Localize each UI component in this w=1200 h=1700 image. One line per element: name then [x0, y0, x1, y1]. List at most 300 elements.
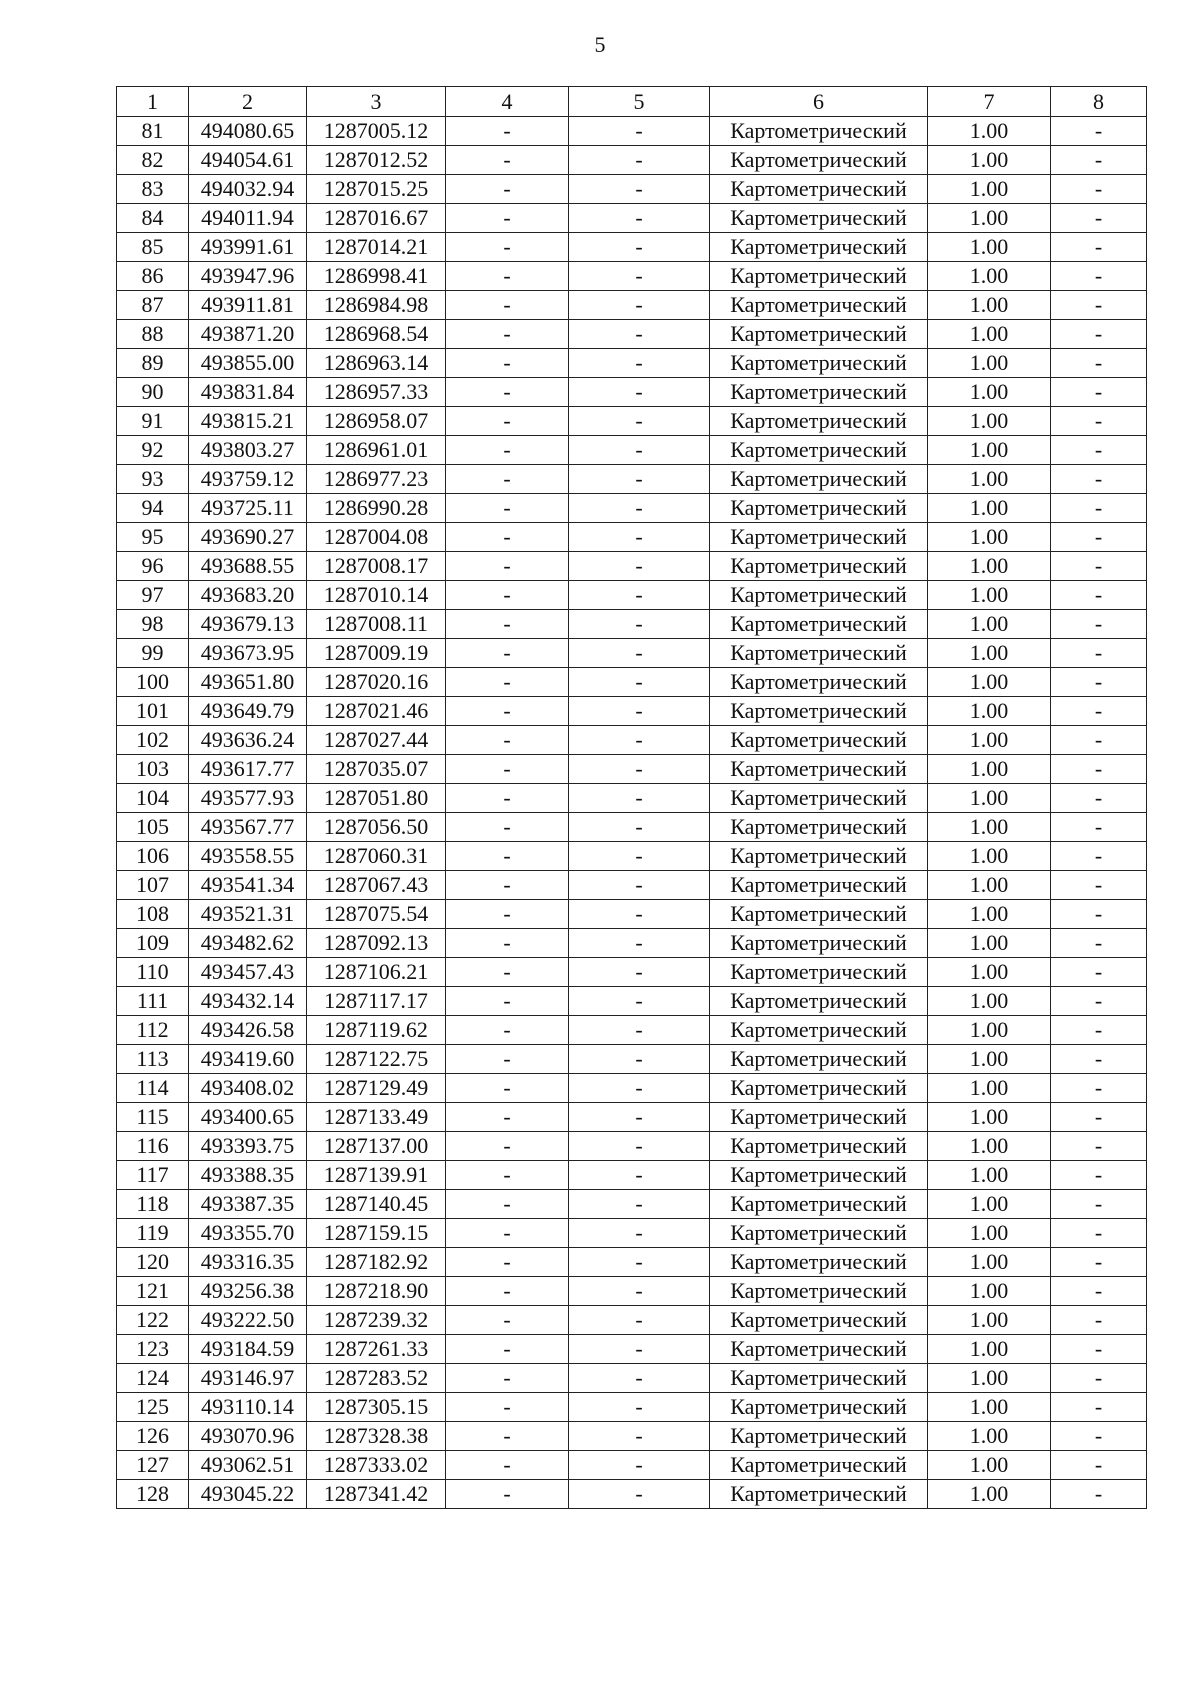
method-cell: Картометрический: [710, 900, 928, 929]
y-coordinate-cell: 1287283.52: [307, 1364, 446, 1393]
accuracy-cell: 1.00: [928, 1016, 1051, 1045]
accuracy-cell: 1.00: [928, 1248, 1051, 1277]
column-8-cell: -: [1051, 697, 1147, 726]
column-8-cell: -: [1051, 494, 1147, 523]
column-4-cell: -: [446, 233, 569, 262]
column-4-cell: -: [446, 465, 569, 494]
column-8-cell: -: [1051, 813, 1147, 842]
method-cell: Картометрический: [710, 1016, 928, 1045]
table-row: [117, 436, 1147, 465]
accuracy-cell: 1.00: [928, 262, 1051, 291]
column-5-cell: -: [569, 494, 710, 523]
table-row: [117, 465, 1147, 494]
column-5-cell: -: [569, 726, 710, 755]
column-4-cell: -: [446, 639, 569, 668]
column-4-cell: -: [446, 1248, 569, 1277]
x-coordinate-cell: 493567.77: [189, 813, 307, 842]
x-coordinate-cell: 493419.60: [189, 1045, 307, 1074]
table-body: [117, 117, 1147, 1509]
accuracy-cell: 1.00: [928, 1306, 1051, 1335]
column-8-cell: -: [1051, 262, 1147, 291]
method-cell: Картометрический: [710, 349, 928, 378]
table-row: [117, 842, 1147, 871]
y-coordinate-cell: 1286957.33: [307, 378, 446, 407]
method-cell: Картометрический: [710, 1451, 928, 1480]
column-8-cell: -: [1051, 175, 1147, 204]
accuracy-cell: 1.00: [928, 1277, 1051, 1306]
column-5-cell: -: [569, 1364, 710, 1393]
point-number-cell: 112: [117, 1016, 189, 1045]
column-8-cell: -: [1051, 1074, 1147, 1103]
x-coordinate-cell: 493855.00: [189, 349, 307, 378]
coordinates-table: [116, 86, 1147, 1509]
accuracy-cell: 1.00: [928, 697, 1051, 726]
column-4-cell: -: [446, 320, 569, 349]
point-number-cell: 115: [117, 1103, 189, 1132]
accuracy-cell: 1.00: [928, 987, 1051, 1016]
column-4-cell: -: [446, 1277, 569, 1306]
table-row: [117, 349, 1147, 378]
x-coordinate-cell: 493690.27: [189, 523, 307, 552]
point-number-cell: 99: [117, 639, 189, 668]
method-cell: Картометрический: [710, 1190, 928, 1219]
accuracy-cell: 1.00: [928, 465, 1051, 494]
point-number-cell: 122: [117, 1306, 189, 1335]
method-cell: Картометрический: [710, 1393, 928, 1422]
column-5-cell: -: [569, 1161, 710, 1190]
point-number-cell: 104: [117, 784, 189, 813]
method-cell: Картометрический: [710, 1306, 928, 1335]
x-coordinate-cell: 493679.13: [189, 610, 307, 639]
method-cell: Картометрический: [710, 1248, 928, 1277]
y-coordinate-cell: 1287005.12: [307, 117, 446, 146]
accuracy-cell: 1.00: [928, 639, 1051, 668]
accuracy-cell: 1.00: [928, 1074, 1051, 1103]
point-number-cell: 102: [117, 726, 189, 755]
method-cell: Картометрический: [710, 233, 928, 262]
column-8-cell: -: [1051, 1045, 1147, 1074]
column-5-cell: -: [569, 1393, 710, 1422]
table-row: [117, 1480, 1147, 1509]
column-5-cell: -: [569, 407, 710, 436]
method-cell: Картометрический: [710, 784, 928, 813]
table-row: [117, 523, 1147, 552]
column-5-cell: -: [569, 175, 710, 204]
point-number-cell: 106: [117, 842, 189, 871]
y-coordinate-cell: 1287020.16: [307, 668, 446, 697]
y-coordinate-cell: 1287140.45: [307, 1190, 446, 1219]
method-cell: Картометрический: [710, 958, 928, 987]
accuracy-cell: 1.00: [928, 436, 1051, 465]
table-row: [117, 668, 1147, 697]
column-8-cell: -: [1051, 1248, 1147, 1277]
column-5-cell: -: [569, 1335, 710, 1364]
column-4-cell: -: [446, 1364, 569, 1393]
method-cell: Картометрический: [710, 755, 928, 784]
column-4-cell: -: [446, 610, 569, 639]
method-cell: Картометрический: [710, 204, 928, 233]
column-4-cell: -: [446, 755, 569, 784]
column-5-cell: -: [569, 262, 710, 291]
method-cell: Картометрический: [710, 407, 928, 436]
point-number-cell: 113: [117, 1045, 189, 1074]
column-5-cell: -: [569, 987, 710, 1016]
header-row: [117, 87, 1147, 117]
accuracy-cell: 1.00: [928, 349, 1051, 378]
column-8-cell: -: [1051, 987, 1147, 1016]
accuracy-cell: 1.00: [928, 407, 1051, 436]
y-coordinate-cell: 1287261.33: [307, 1335, 446, 1364]
column-5-cell: -: [569, 1306, 710, 1335]
column-8-cell: -: [1051, 1277, 1147, 1306]
table-row: [117, 697, 1147, 726]
column-5-cell: -: [569, 1422, 710, 1451]
y-coordinate-cell: 1287133.49: [307, 1103, 446, 1132]
method-cell: Картометрический: [710, 813, 928, 842]
column-8-cell: -: [1051, 610, 1147, 639]
point-number-cell: 121: [117, 1277, 189, 1306]
y-coordinate-cell: 1287009.19: [307, 639, 446, 668]
method-cell: Картометрический: [710, 581, 928, 610]
point-number-cell: 119: [117, 1219, 189, 1248]
column-8-cell: -: [1051, 1306, 1147, 1335]
accuracy-cell: 1.00: [928, 1335, 1051, 1364]
column-8-cell: -: [1051, 639, 1147, 668]
accuracy-cell: 1.00: [928, 842, 1051, 871]
accuracy-cell: 1.00: [928, 320, 1051, 349]
table-row: [117, 1277, 1147, 1306]
method-cell: Картометрический: [710, 523, 928, 552]
table-row: [117, 784, 1147, 813]
point-number-cell: 105: [117, 813, 189, 842]
table-row: [117, 1451, 1147, 1480]
column-header-7: 7: [928, 87, 1051, 117]
point-number-cell: 109: [117, 929, 189, 958]
table-row: [117, 1132, 1147, 1161]
column-8-cell: -: [1051, 842, 1147, 871]
method-cell: Картометрический: [710, 1480, 928, 1509]
x-coordinate-cell: 493831.84: [189, 378, 307, 407]
y-coordinate-cell: 1287129.49: [307, 1074, 446, 1103]
column-4-cell: -: [446, 1016, 569, 1045]
x-coordinate-cell: 493070.96: [189, 1422, 307, 1451]
column-8-cell: -: [1051, 436, 1147, 465]
column-8-cell: -: [1051, 1335, 1147, 1364]
method-cell: Картометрический: [710, 552, 928, 581]
accuracy-cell: 1.00: [928, 1393, 1051, 1422]
point-number-cell: 124: [117, 1364, 189, 1393]
x-coordinate-cell: 493649.79: [189, 697, 307, 726]
table-row: [117, 726, 1147, 755]
method-cell: Картометрический: [710, 1045, 928, 1074]
column-4-cell: -: [446, 784, 569, 813]
column-5-cell: -: [569, 320, 710, 349]
column-8-cell: -: [1051, 726, 1147, 755]
y-coordinate-cell: 1287159.15: [307, 1219, 446, 1248]
column-4-cell: -: [446, 262, 569, 291]
column-4-cell: -: [446, 1045, 569, 1074]
x-coordinate-cell: 493673.95: [189, 639, 307, 668]
column-5-cell: -: [569, 378, 710, 407]
y-coordinate-cell: 1287341.42: [307, 1480, 446, 1509]
y-coordinate-cell: 1286984.98: [307, 291, 446, 320]
point-number-cell: 103: [117, 755, 189, 784]
table-row: [117, 871, 1147, 900]
column-4-cell: -: [446, 436, 569, 465]
accuracy-cell: 1.00: [928, 610, 1051, 639]
point-number-cell: 107: [117, 871, 189, 900]
page-number: 5: [594, 32, 606, 57]
column-8-cell: -: [1051, 378, 1147, 407]
method-cell: Картометрический: [710, 726, 928, 755]
column-4-cell: -: [446, 900, 569, 929]
column-header-3: 3: [307, 87, 446, 117]
column-8-cell: -: [1051, 929, 1147, 958]
column-4-cell: -: [446, 407, 569, 436]
point-number-cell: 92: [117, 436, 189, 465]
point-number-cell: 114: [117, 1074, 189, 1103]
table-row: [117, 1190, 1147, 1219]
x-coordinate-cell: 493558.55: [189, 842, 307, 871]
point-number-cell: 128: [117, 1480, 189, 1509]
y-coordinate-cell: 1287015.25: [307, 175, 446, 204]
table-row: [117, 1074, 1147, 1103]
column-5-cell: -: [569, 465, 710, 494]
table-header: [117, 87, 1147, 117]
column-5-cell: -: [569, 1277, 710, 1306]
column-5-cell: -: [569, 581, 710, 610]
column-8-cell: -: [1051, 146, 1147, 175]
point-number-cell: 96: [117, 552, 189, 581]
y-coordinate-cell: 1287056.50: [307, 813, 446, 842]
column-5-cell: -: [569, 146, 710, 175]
y-coordinate-cell: 1287137.00: [307, 1132, 446, 1161]
x-coordinate-cell: 493803.27: [189, 436, 307, 465]
column-5-cell: -: [569, 349, 710, 378]
accuracy-cell: 1.00: [928, 552, 1051, 581]
column-5-cell: -: [569, 639, 710, 668]
table-row: [117, 407, 1147, 436]
point-number-cell: 86: [117, 262, 189, 291]
column-8-cell: -: [1051, 871, 1147, 900]
table-row: [117, 233, 1147, 262]
table-row: [117, 755, 1147, 784]
column-8-cell: -: [1051, 320, 1147, 349]
y-coordinate-cell: 1286961.01: [307, 436, 446, 465]
method-cell: Картометрический: [710, 436, 928, 465]
x-coordinate-cell: 493636.24: [189, 726, 307, 755]
x-coordinate-cell: 493400.65: [189, 1103, 307, 1132]
accuracy-cell: 1.00: [928, 581, 1051, 610]
column-5-cell: -: [569, 1190, 710, 1219]
point-number-cell: 87: [117, 291, 189, 320]
column-4-cell: -: [446, 175, 569, 204]
table-row: [117, 900, 1147, 929]
column-8-cell: -: [1051, 117, 1147, 146]
accuracy-cell: 1.00: [928, 1161, 1051, 1190]
x-coordinate-cell: 493651.80: [189, 668, 307, 697]
method-cell: Картометрический: [710, 668, 928, 697]
table-row: [117, 146, 1147, 175]
method-cell: Картометрический: [710, 146, 928, 175]
column-5-cell: -: [569, 929, 710, 958]
x-coordinate-cell: 493393.75: [189, 1132, 307, 1161]
point-number-cell: 98: [117, 610, 189, 639]
accuracy-cell: 1.00: [928, 1103, 1051, 1132]
point-number-cell: 120: [117, 1248, 189, 1277]
accuracy-cell: 1.00: [928, 1219, 1051, 1248]
point-number-cell: 123: [117, 1335, 189, 1364]
point-number-cell: 89: [117, 349, 189, 378]
column-4-cell: -: [446, 1422, 569, 1451]
column-4-cell: -: [446, 1132, 569, 1161]
y-coordinate-cell: 1287060.31: [307, 842, 446, 871]
x-coordinate-cell: 493045.22: [189, 1480, 307, 1509]
column-4-cell: -: [446, 117, 569, 146]
y-coordinate-cell: 1287328.38: [307, 1422, 446, 1451]
column-header-6: 6: [710, 87, 928, 117]
y-coordinate-cell: 1287239.32: [307, 1306, 446, 1335]
table-row: [117, 610, 1147, 639]
x-coordinate-cell: 494032.94: [189, 175, 307, 204]
table-row: [117, 1161, 1147, 1190]
table-row: [117, 378, 1147, 407]
table-row: [117, 552, 1147, 581]
column-4-cell: -: [446, 726, 569, 755]
point-number-cell: 82: [117, 146, 189, 175]
column-4-cell: -: [446, 1393, 569, 1422]
point-number-cell: 118: [117, 1190, 189, 1219]
method-cell: Картометрический: [710, 262, 928, 291]
x-coordinate-cell: 493432.14: [189, 987, 307, 1016]
point-number-cell: 110: [117, 958, 189, 987]
accuracy-cell: 1.00: [928, 233, 1051, 262]
column-4-cell: -: [446, 552, 569, 581]
table-row: [117, 204, 1147, 233]
table-row: [117, 639, 1147, 668]
y-coordinate-cell: 1286977.23: [307, 465, 446, 494]
table-row: [117, 1103, 1147, 1132]
method-cell: Картометрический: [710, 1422, 928, 1451]
point-number-cell: 116: [117, 1132, 189, 1161]
accuracy-cell: 1.00: [928, 1480, 1051, 1509]
column-header-8: 8: [1051, 87, 1147, 117]
column-4-cell: -: [446, 958, 569, 987]
table-row: [117, 1306, 1147, 1335]
column-5-cell: -: [569, 1480, 710, 1509]
y-coordinate-cell: 1287051.80: [307, 784, 446, 813]
point-number-cell: 97: [117, 581, 189, 610]
y-coordinate-cell: 1287012.52: [307, 146, 446, 175]
x-coordinate-cell: 493725.11: [189, 494, 307, 523]
point-number-cell: 101: [117, 697, 189, 726]
y-coordinate-cell: 1287067.43: [307, 871, 446, 900]
column-8-cell: -: [1051, 552, 1147, 581]
column-8-cell: -: [1051, 1132, 1147, 1161]
accuracy-cell: 1.00: [928, 146, 1051, 175]
column-5-cell: -: [569, 1103, 710, 1132]
y-coordinate-cell: 1287016.67: [307, 204, 446, 233]
column-5-cell: -: [569, 958, 710, 987]
column-5-cell: -: [569, 523, 710, 552]
accuracy-cell: 1.00: [928, 900, 1051, 929]
method-cell: Картометрический: [710, 1335, 928, 1364]
column-5-cell: -: [569, 204, 710, 233]
accuracy-cell: 1.00: [928, 1422, 1051, 1451]
column-4-cell: -: [446, 1480, 569, 1509]
y-coordinate-cell: 1286968.54: [307, 320, 446, 349]
column-5-cell: -: [569, 842, 710, 871]
accuracy-cell: 1.00: [928, 1190, 1051, 1219]
accuracy-cell: 1.00: [928, 1364, 1051, 1393]
point-number-cell: 117: [117, 1161, 189, 1190]
table-row: [117, 813, 1147, 842]
y-coordinate-cell: 1287139.91: [307, 1161, 446, 1190]
column-4-cell: -: [446, 204, 569, 233]
method-cell: Картометрический: [710, 1103, 928, 1132]
column-4-cell: -: [446, 581, 569, 610]
x-coordinate-cell: 493062.51: [189, 1451, 307, 1480]
column-4-cell: -: [446, 1219, 569, 1248]
y-coordinate-cell: 1286998.41: [307, 262, 446, 291]
accuracy-cell: 1.00: [928, 378, 1051, 407]
column-4-cell: -: [446, 1103, 569, 1132]
y-coordinate-cell: 1287004.08: [307, 523, 446, 552]
y-coordinate-cell: 1287305.15: [307, 1393, 446, 1422]
x-coordinate-cell: 493387.35: [189, 1190, 307, 1219]
column-4-cell: -: [446, 1161, 569, 1190]
x-coordinate-cell: 493683.20: [189, 581, 307, 610]
x-coordinate-cell: 493457.43: [189, 958, 307, 987]
column-4-cell: -: [446, 1190, 569, 1219]
table-row: [117, 1016, 1147, 1045]
method-cell: Картометрический: [710, 117, 928, 146]
column-8-cell: -: [1051, 1103, 1147, 1132]
x-coordinate-cell: 494011.94: [189, 204, 307, 233]
y-coordinate-cell: 1287075.54: [307, 900, 446, 929]
column-4-cell: -: [446, 1451, 569, 1480]
column-5-cell: -: [569, 291, 710, 320]
accuracy-cell: 1.00: [928, 784, 1051, 813]
point-number-cell: 94: [117, 494, 189, 523]
table-row: [117, 175, 1147, 204]
method-cell: Картометрический: [710, 610, 928, 639]
accuracy-cell: 1.00: [928, 1451, 1051, 1480]
column-8-cell: -: [1051, 668, 1147, 697]
column-4-cell: -: [446, 523, 569, 552]
x-coordinate-cell: 493388.35: [189, 1161, 307, 1190]
method-cell: Картометрический: [710, 987, 928, 1016]
table-row: [117, 1422, 1147, 1451]
accuracy-cell: 1.00: [928, 755, 1051, 784]
column-5-cell: -: [569, 697, 710, 726]
point-number-cell: 100: [117, 668, 189, 697]
column-header-4: 4: [446, 87, 569, 117]
y-coordinate-cell: 1287117.17: [307, 987, 446, 1016]
method-cell: Картометрический: [710, 1074, 928, 1103]
column-header-2: 2: [189, 87, 307, 117]
point-number-cell: 108: [117, 900, 189, 929]
column-8-cell: -: [1051, 1364, 1147, 1393]
x-coordinate-cell: 493184.59: [189, 1335, 307, 1364]
column-4-cell: -: [446, 494, 569, 523]
x-coordinate-cell: 493688.55: [189, 552, 307, 581]
table-row: [117, 1335, 1147, 1364]
x-coordinate-cell: 493947.96: [189, 262, 307, 291]
column-8-cell: -: [1051, 1422, 1147, 1451]
x-coordinate-cell: 493482.62: [189, 929, 307, 958]
method-cell: Картометрический: [710, 1364, 928, 1393]
